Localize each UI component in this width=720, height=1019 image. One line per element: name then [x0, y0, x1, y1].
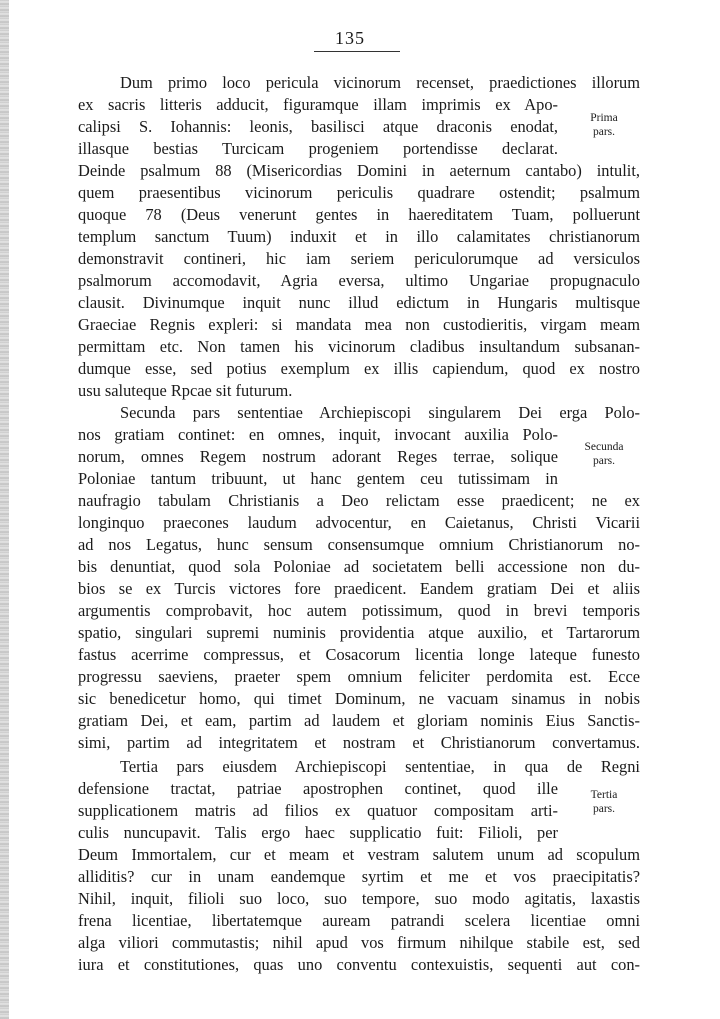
text-line: frena licentiae, libertatemque auream patrandi scelera licentiae omni [78, 911, 640, 930]
text-line: demonstravit contineri, hic iam seriem periculorumque ad versiculos [78, 249, 640, 268]
text-line: alliditis? cur in unam eandemque syrtim et me et vos praecipitatis? [78, 867, 640, 886]
text-line: sic benedicetur homo, qui timet Dominum, ne vacuam sinamus in nobis [78, 689, 640, 708]
text-line: defensione tractat, patriae apostrophen continet, quod ille [78, 779, 558, 798]
text-line: Graeciae Regnis expleri: si mandata mea non custodieritis, virgam meam [78, 315, 640, 334]
text-line: ad nos Legatus, hunc sensum consensumque omnium Christianorum no- [78, 535, 640, 554]
text-line: Deum Immortalem, cur et meam et vestram salutem unum ad scopulum [78, 845, 640, 864]
margin-note-secunda-pars [568, 440, 640, 468]
margin-note-line: pars. [592, 803, 616, 815]
text-line: supplicationem matris ad filios ex quatuor compositam arti- [78, 801, 558, 820]
page-number: 135 [335, 28, 365, 48]
text-line: simi, partim ad integritatem et nostram et Christianorum convertamus. [78, 733, 640, 752]
text-line: calipsi S. Iohannis: leonis, basilisci atque draconis enodat, [78, 117, 558, 136]
text-line: iura et constitutiones, quas uno conventu contexuistis, sequenti aut con- [78, 955, 640, 974]
scanned-page-edge [0, 0, 9, 1019]
text-line: Tertia pars eiusdem Archiepiscopi sententiae, in qua de Regni [120, 757, 640, 776]
text-line: spatio, singulari supremi numinis providentia atque auxilio, et Tartarorum [78, 623, 640, 642]
text-line: alga viliori commutastis; nihil apud vos firmum nihilque stabile est, sed [78, 933, 640, 952]
text-line: quem praesentibus vicinorum periculis quadrare ostendit; psalmum [78, 183, 640, 202]
text-line: longinquo praecones laudum advocentur, en Caietanus, Christi Vicarii [78, 513, 640, 532]
text-line: Dum primo loco pericula vicinorum recenset, praedictiones illorum [120, 73, 640, 92]
margin-note-prima-pars [568, 111, 640, 139]
text-line: Nihil, inquit, filioli suo loco, suo tempore, suo modo agitatis, laxastis [78, 889, 640, 908]
text-line: ex sacris litteris adducit, figuramque illam imprimis ex Apo- [78, 95, 558, 114]
text-line: clausit. Divinumque inquit nunc illud edictum in Hungaris multisque [78, 293, 640, 312]
text-line: permittam etc. Non tamen his vicinorum cladibus insultandum subsanan- [78, 337, 640, 356]
margin-note-line: pars. [592, 455, 616, 467]
margin-note-line: Tertia [590, 789, 618, 801]
text-line: naufragio tabulam Christianis a Deo relictam esse praedicent; ne ex [78, 491, 640, 510]
margin-note-line: Secunda [584, 441, 624, 453]
margin-note-line: Prima [590, 112, 618, 124]
text-line: quoque 78 (Deus venerunt gentes in haereditatem Tuam, polluerunt [78, 205, 640, 224]
text-line: usu saluteque Rpcae sit futurum. [78, 381, 293, 400]
text-line: Secunda pars sententiae Archiepiscopi singularem Dei erga Polo- [120, 403, 640, 422]
text-line: nos gratiam continet: en omnes, inquit, invocant auxilia Polo- [78, 425, 558, 444]
text-line: psalmorum accomodavit, Agria eversa, ultimo Ungariae propugnaculo [78, 271, 640, 290]
margin-note-line: pars. [592, 126, 616, 138]
text-line: norum, omnes Regem nostrum adorant Reges terrae, solique [78, 447, 558, 466]
text-line: Poloniae tantum tribuunt, ut hanc gentem ceu tutissimam in [78, 469, 558, 488]
margin-note-tertia-pars [568, 788, 640, 816]
text-line: progressu saeviens, praeter spem omnium feliciter perdomita est. Ecce [78, 667, 640, 686]
text-line: argumentis comprobavit, hoc autem potissimum, quod in brevi temporis [78, 601, 640, 620]
text-line: Deinde psalmum 88 (Misericordias Domini in aeternum cantabo) intulit, [78, 161, 640, 180]
text-line: fastus acerrime compressus, et Cosacorum licentia longe lateque funesto [78, 645, 640, 664]
text-line: templum sanctum Tuum) induxit et in illo calamitates christianorum [78, 227, 640, 246]
text-line: culis nuncupavit. Talis ergo haec supplicatio fuit: Filioli, per [78, 823, 558, 842]
text-line: gratiam Dei, et eam, partim ad laudem et gloriam nominis Eius Sanctis- [78, 711, 640, 730]
text-line: bis denuntiat, quod sola Poloniae ad societatem belli accessione non du- [78, 557, 640, 576]
page-number-underline [314, 51, 400, 52]
text-line: illasque bestias Turcicam progeniem portendisse declarat. [78, 139, 558, 158]
text-line: bios se ex Turcis victores fore praedicent. Eandem gratiam Dei et aliis [78, 579, 640, 598]
text-line: dumque esse, sed potius exemplum ex illis capiendum, quod ex nostro [78, 359, 640, 378]
